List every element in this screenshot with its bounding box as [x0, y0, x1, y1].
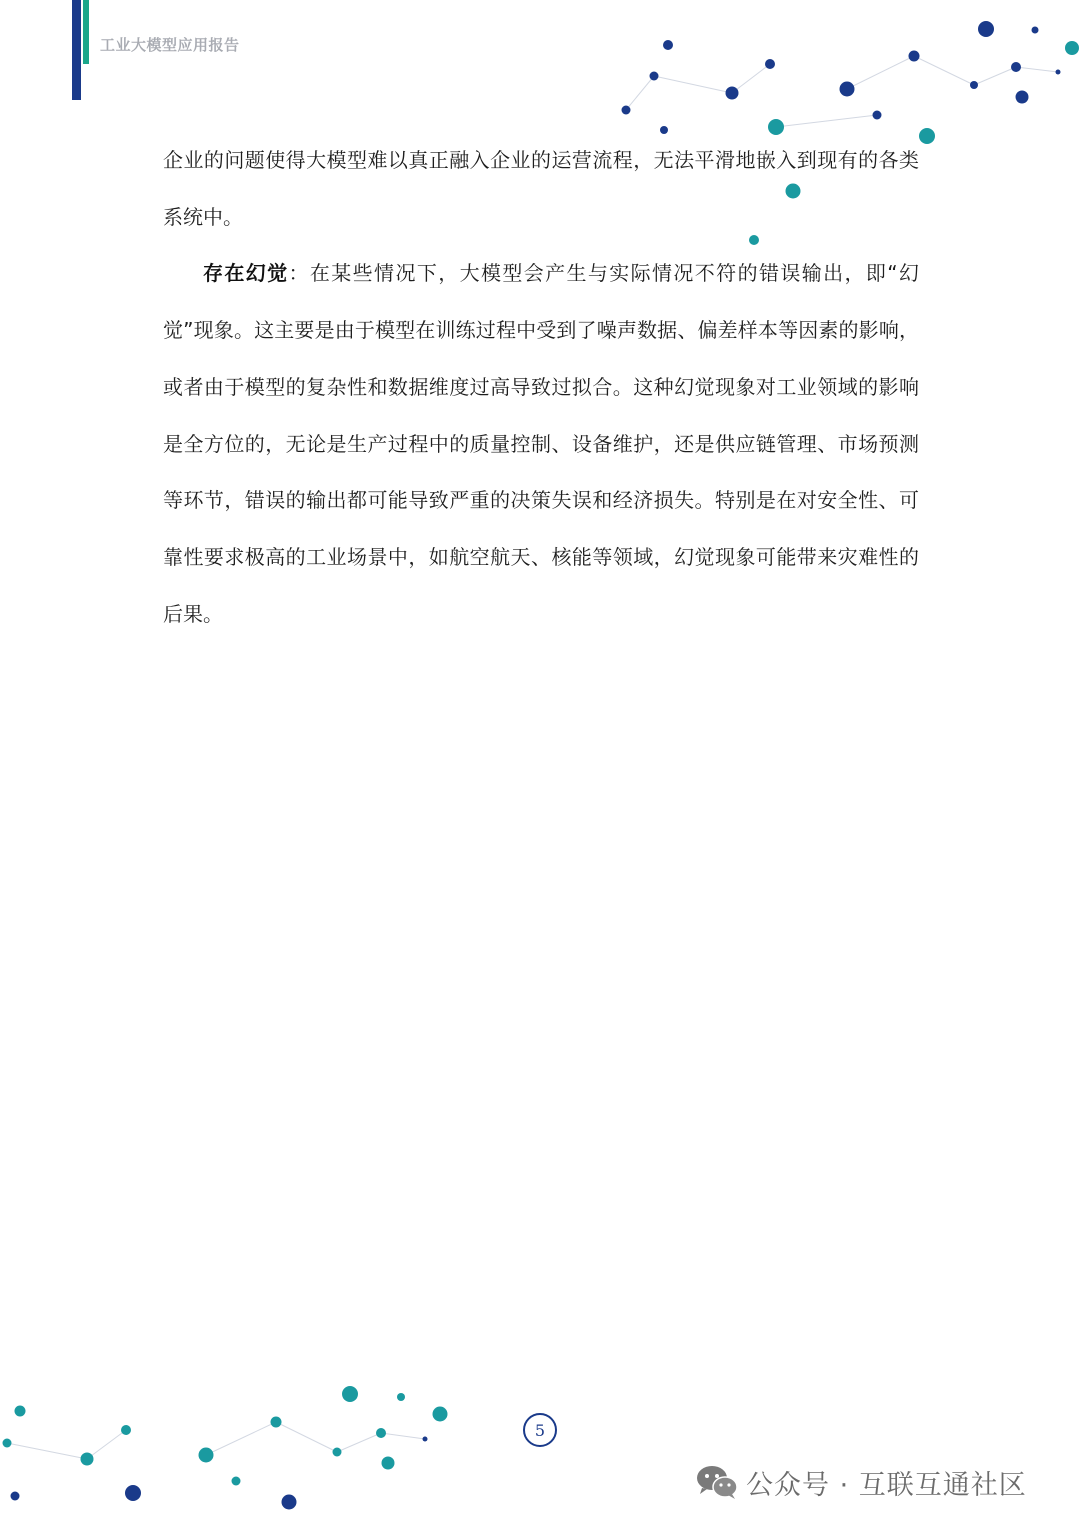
- bottom-dot-network-decoration: [0, 1370, 480, 1526]
- hallucination-term: 存在幻觉: [203, 261, 289, 286]
- watermark-text: 公众号 · 互联互通社区: [746, 1469, 1027, 1501]
- hallucination-text: ：在某些情况下，大模型会产生与实际情况不符的错误输出，即“幻觉”现象。这主要是由于模型在训练过程中受到了噪声数据、偏差样本等因素的影响，或者由于模型的复杂性和数据维度过高导致过拟合。这种幻觉现象对工业领域的影响是全方位的，无论是生产过程中的质量控制、设备维护，还是供应链管理、市场预测等环节，错误的输出都可能导致严重的决策失误和经济损失。特别是在对安全性、可靠性要求极高的工业场景中，如航空航天、核能等领域，幻觉现象可能带来灾难性的后果。: [163, 261, 919, 626]
- paragraph-1: 企业的问题使得大模型难以真正融入企业的运营流程，无法平滑地嵌入到现有的各类系统中。: [163, 148, 919, 229]
- watermark: [696, 1462, 1027, 1502]
- body-text: [163, 132, 919, 642]
- header-title: 工业大模型应用报告: [100, 36, 240, 54]
- wechat-icon: [696, 1464, 738, 1500]
- paragraph-2: [163, 245, 919, 642]
- page-number: 5: [523, 1413, 557, 1447]
